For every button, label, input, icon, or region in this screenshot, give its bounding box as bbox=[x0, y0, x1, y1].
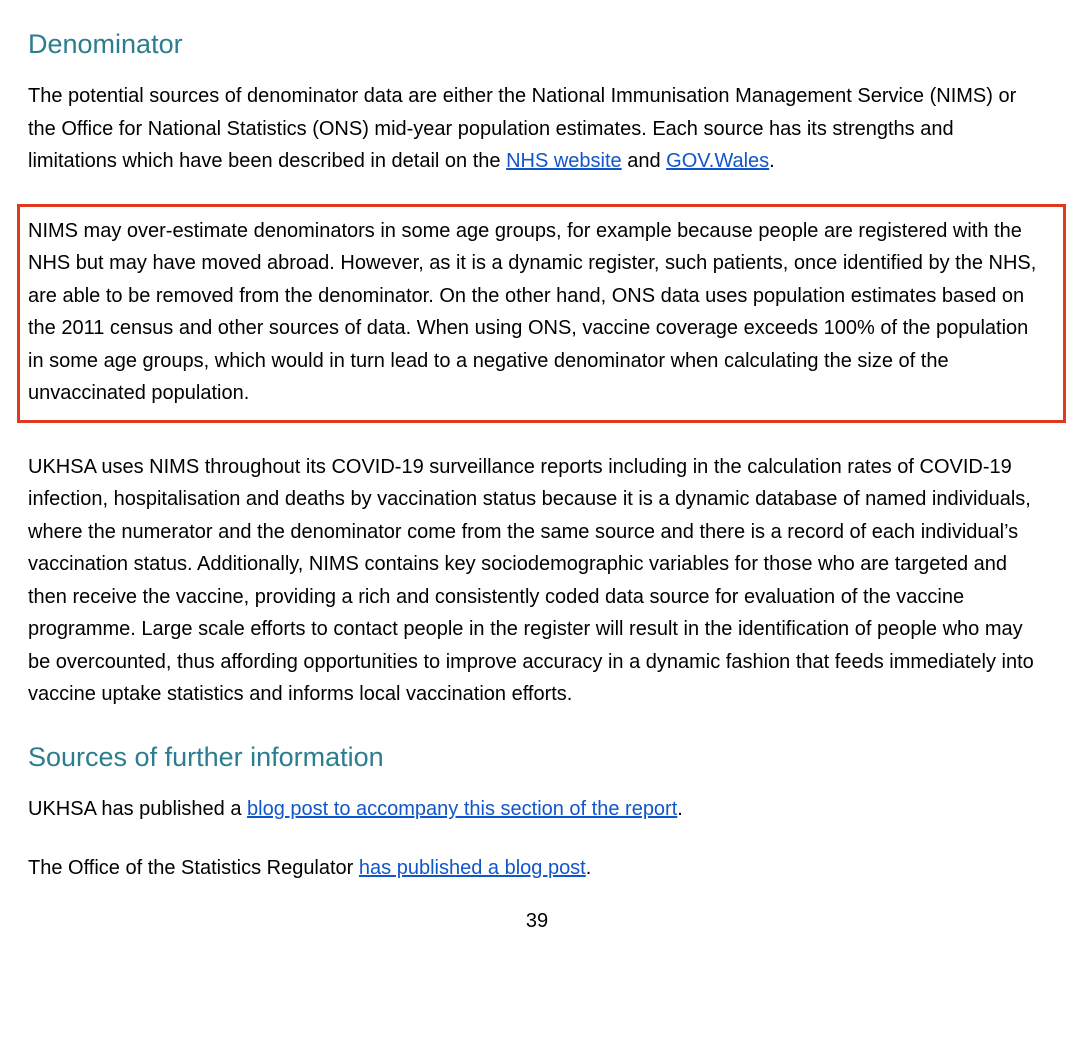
text-run: . bbox=[769, 150, 775, 173]
intro-paragraph bbox=[28, 80, 1046, 178]
highlight-box bbox=[17, 204, 1066, 423]
page-number: 39 bbox=[525, 910, 549, 933]
denominator-heading: Denominator bbox=[28, 29, 183, 59]
osr-blog-paragraph bbox=[28, 852, 1046, 885]
text-run: The Office of the Statistics Regulator bbox=[28, 856, 359, 879]
text-run: . bbox=[677, 798, 683, 821]
nims-discussion-paragraph bbox=[28, 451, 1046, 711]
osr-blog-post-link[interactable]: has published a blog post bbox=[358, 856, 586, 879]
text-run: UKHSA uses NIMS throughout its COVID-19 surveillance reports including in the calculation rates of COVID-19 infection, hospitalisation and deaths by vaccination status because it is a dynamic database of named individuals, where the numerator and the denominator come from the same source and there is a record of each individual’s vaccination status. Additionally, NIMS contains key sociodemographic variables for those who are targeted and then receive the vaccine, providing a rich and consistently coded data source for evaluation of the vaccine programme. Large scale efforts to contact people in the register will result in the identification of people who may be overcounted, thus affording opportunities to improve accuracy in a dynamic fashion that feeds immediately into vaccine uptake statistics and informs local vaccination efforts. bbox=[28, 455, 1034, 706]
nhs-website-link[interactable]: NHS website bbox=[506, 150, 622, 173]
text-run: UKHSA has published a bbox=[28, 798, 248, 821]
gov-wales-link[interactable]: GOV.Wales bbox=[666, 150, 770, 173]
sources-heading: Sources of further information bbox=[28, 741, 384, 772]
text-run: and bbox=[621, 150, 667, 173]
highlight-paragraph bbox=[28, 215, 1049, 410]
ukhsa-blog-paragraph bbox=[28, 793, 1046, 826]
text-run: NIMS may over-estimate denominators in some age groups, for example because people are registered with the NHS but may have moved abroad. However, as it is a dynamic register, such patients, once identified by the NHS, are able to be removed from the denominator. On the other hand, ONS data uses population estimates based on the 2011 census and other sources of data. When using ONS, vaccine coverage exceeds 100% of the population in some age groups, which would in turn lead to a negative denominator when calculating the size of the unvaccinated population. bbox=[28, 219, 1037, 405]
ukhsa-blog-post-link[interactable]: blog post to accompany this section of the report bbox=[247, 798, 678, 821]
text-run: . bbox=[585, 856, 592, 879]
text-run: The potential sources of denominator data are either the National Immunisation Management Service (NIMS) or the Office for National Statistics (ONS) mid-year population estimates. Each source has its strengths and limitations which have been described in detail on the bbox=[28, 85, 1017, 173]
